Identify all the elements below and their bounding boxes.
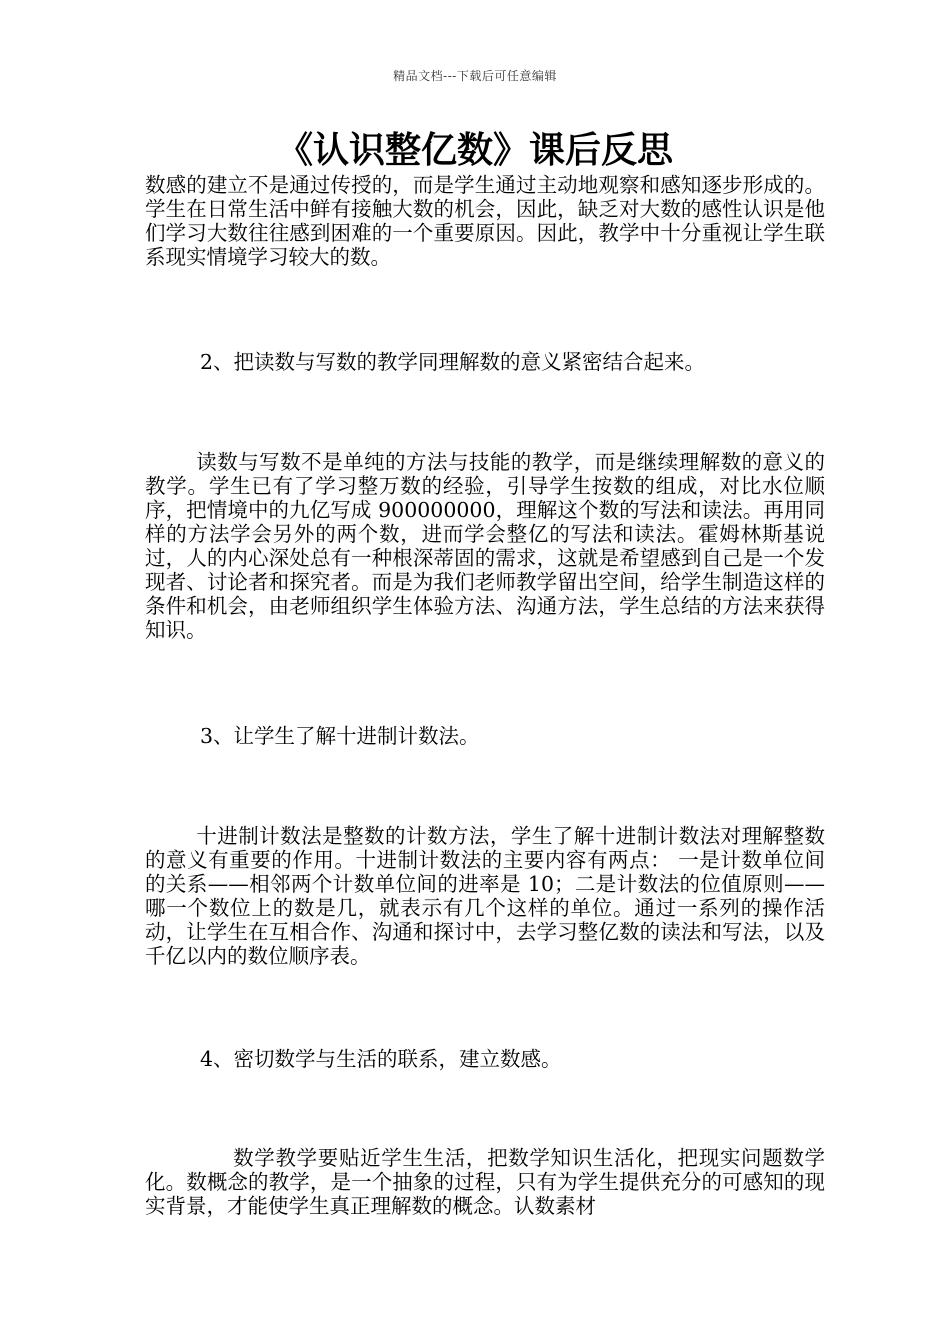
- document-title: 《认识整亿数》课后反思: [276, 129, 673, 171]
- section-heading-2: 2、把读数与写数的教学同理解数的意义紧密结合起来。: [200, 350, 706, 374]
- section-heading-3: 3、让学生了解十进制计数法。: [200, 724, 480, 748]
- header-note: 精品文档---下载后可任意编辑: [393, 69, 557, 83]
- paragraph-decimal-system: 十进制计数法是整数的计数方法，学生了解十进制计数法对理解整数的意义有重要的作用。十进制计数法的主要内容有两点： 一是计数单位间的关系——相邻两个计数单位间的进率是 10；二是计数法的位值原则——哪一个数位上的数是几，就表示有几个这样的单位。通过一系列的操作活动，让学生在互相合作、沟通和探讨中，去学习整亿数的读法和写法，以及千亿以内的数位顺序表。: [145, 824, 825, 968]
- paragraph-number-sense: 数感的建立不是通过传授的，而是学生通过主动地观察和感知逐步形成的。学生在日常生活中鲜有接触大数的机会，因此，缺乏对大数的感性认识是他们学习大数往往感到困难的一个重要原因。因此，教学中十分重视让学生联系现实情境学习较大的数。: [145, 173, 825, 269]
- paragraph-math-life: 数学教学要贴近学生生活，把数学知识生活化，把现实问题数学化。数概念的教学，是一个抽象的过程，只有为学生提供充分的可感知的现实背景，才能使学生真正理解数的概念。认数素材: [145, 1146, 825, 1218]
- paragraph-reading-writing: 读数与写数不是单纯的方法与技能的教学，而是继续理解数的意义的教学。学生已有了学习整万数的经验，引导学生按数的组成，对比水位顺序，把情境中的九亿写成 900000000，理解这个数的写法和读法。再用同样的方法学会另外的两个数，进而学会整亿的写法和读法。霍姆林斯基说过，人的内心深处总有一种根深蒂固的需求，这就是希望感到自己是一个发现者、讨论者和探究者。而是为我们老师教学留出空间，给学生制造这样的条件和机会，由老师组织学生体验方法、沟通方法，学生总结的方法来获得知识。: [145, 450, 825, 642]
- section-heading-4: 4、密切数学与生活的联系，建立数感。: [200, 1047, 562, 1071]
